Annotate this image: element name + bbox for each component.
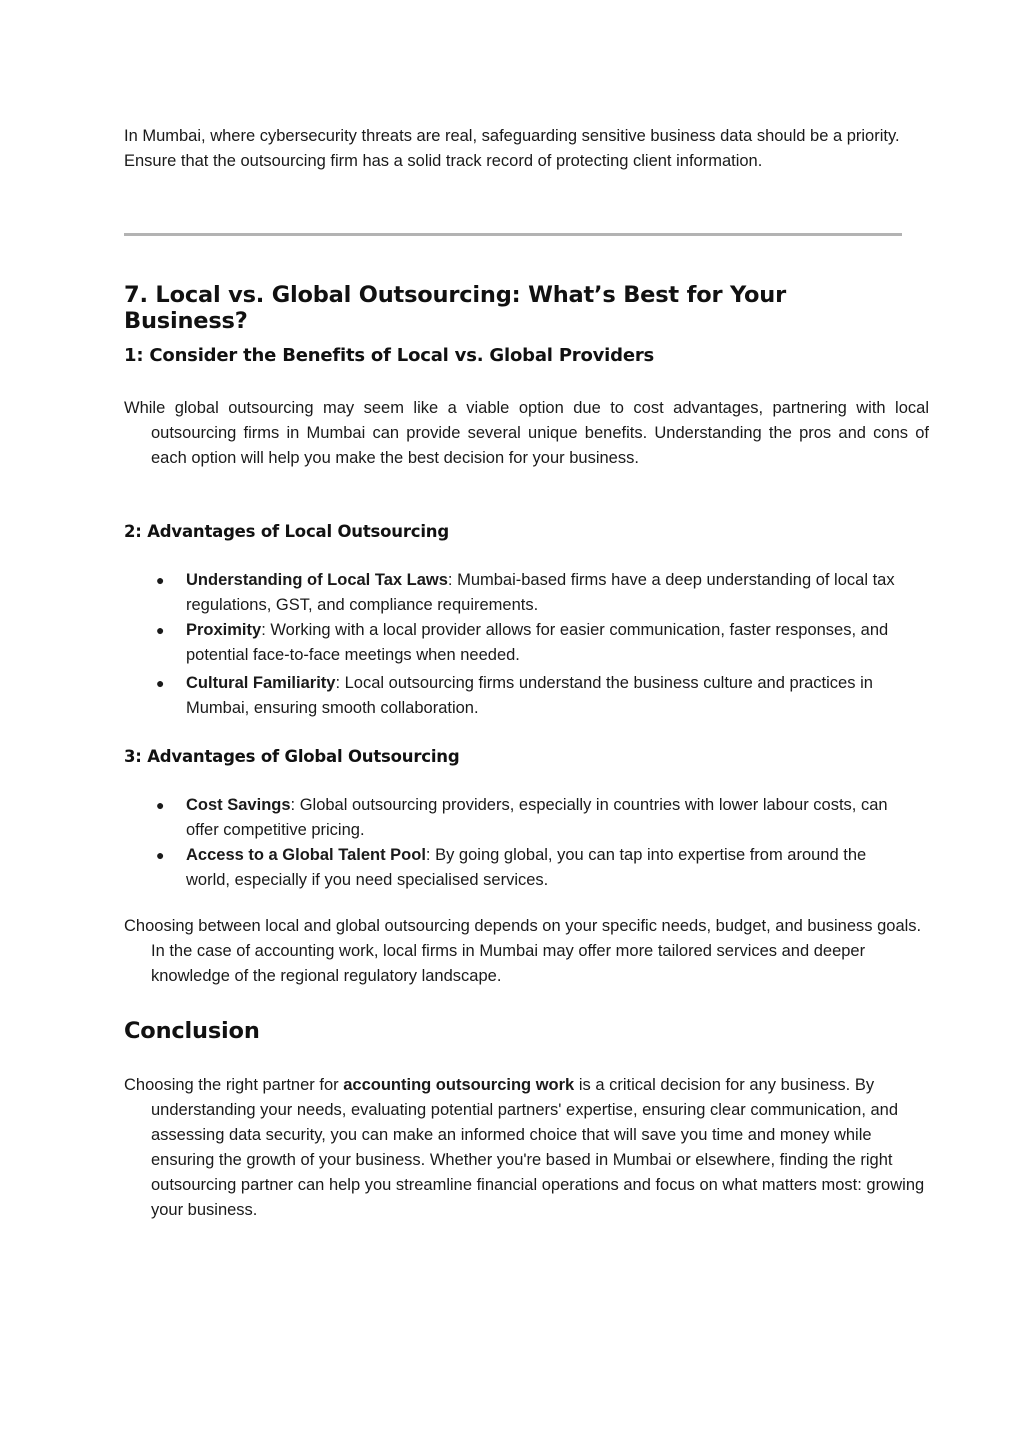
list-item-term: Cost Savings bbox=[186, 796, 291, 814]
conclusion-bold-phrase: accounting outsourcing work bbox=[343, 1076, 575, 1094]
list-item-text: : Working with a local provider allows for easier communication, faster responses, and potential face-to-face meetings when needed. bbox=[186, 621, 889, 664]
list-item-term: Understanding of Local Tax Laws bbox=[186, 571, 448, 589]
intro-paragraph: In Mumbai, where cybersecurity threats are real, safeguarding sensitive business data should be a priority. Ensure that the outsourcing firm has a solid track record of protecting client information. bbox=[124, 127, 900, 170]
conclusion-text-start: Choosing the right partner for bbox=[124, 1076, 344, 1094]
bullet-icon: ● bbox=[156, 675, 165, 691]
list-item-text: : Local outsourcing firms understand the business culture and practices in Mumbai, ensuring smooth collaboration. bbox=[186, 674, 873, 717]
list-item-term: Cultural Familiarity bbox=[186, 674, 336, 692]
bullet-icon: ● bbox=[156, 797, 165, 813]
conclusion-text-end: is a critical decision for any business. By understanding your needs, evaluating potential partners' expertise, ensuring clear communication, and assessing data security, you can make an informed choice that will save you time and money while ensuring the growth of your business. Whether you're based in Mumbai or elsewhere, finding the right outsourcing partner can help you streamline financial operations and focus on what matters most: growing your business. bbox=[151, 1076, 925, 1219]
list-item bbox=[124, 793, 902, 843]
bullet-icon: ● bbox=[156, 622, 165, 638]
subsection-2-heading: 2: Advantages of Local Outsourcing bbox=[124, 522, 449, 541]
list-item-text: : By going global, you can tap into expertise from around the world, especially if you need specialised services. bbox=[186, 846, 867, 889]
bullet-icon: ● bbox=[156, 847, 165, 863]
bullet-icon: ● bbox=[156, 572, 165, 588]
conclusion-heading: Conclusion bbox=[124, 1018, 260, 1044]
conclusion-paragraph bbox=[124, 1073, 929, 1223]
subsection-1-heading: 1: Consider the Benefits of Local vs. Global Providers bbox=[124, 345, 655, 366]
section-closing-paragraph: Choosing between local and global outsourcing depends on your specific needs, budget, and business goals. In the case of accounting work, local firms in Mumbai may offer more tailored services and deeper knowledge of the regional regulatory landscape. bbox=[124, 917, 922, 985]
list-item bbox=[124, 568, 902, 618]
subsection-1-paragraph: While global outsourcing may seem like a viable option due to cost advantages, partnering with local outsourcing firms in Mumbai can provide several unique benefits. Understanding the pros and cons of each option will help you make the best decision for your business. bbox=[124, 399, 929, 467]
list-item-term: Access to a Global Talent Pool bbox=[186, 846, 426, 864]
list-item bbox=[124, 843, 902, 893]
global-advantages-list bbox=[124, 793, 902, 893]
local-advantages-list bbox=[124, 568, 902, 721]
list-item-term: Proximity bbox=[186, 621, 262, 639]
list-item-text: : Mumbai-based firms have a deep understanding of local tax regulations, GST, and compliance requirements. bbox=[186, 571, 895, 614]
subsection-3-heading: 3: Advantages of Global Outsourcing bbox=[124, 747, 460, 766]
list-item bbox=[124, 671, 902, 721]
list-item bbox=[124, 618, 902, 668]
section-divider bbox=[124, 233, 902, 236]
list-item-text: : Global outsourcing providers, especially in countries with lower labour costs, can offer competitive pricing. bbox=[186, 796, 888, 839]
section-heading: 7. Local vs. Global Outsourcing: What’s Best for Your Business? bbox=[124, 282, 786, 334]
